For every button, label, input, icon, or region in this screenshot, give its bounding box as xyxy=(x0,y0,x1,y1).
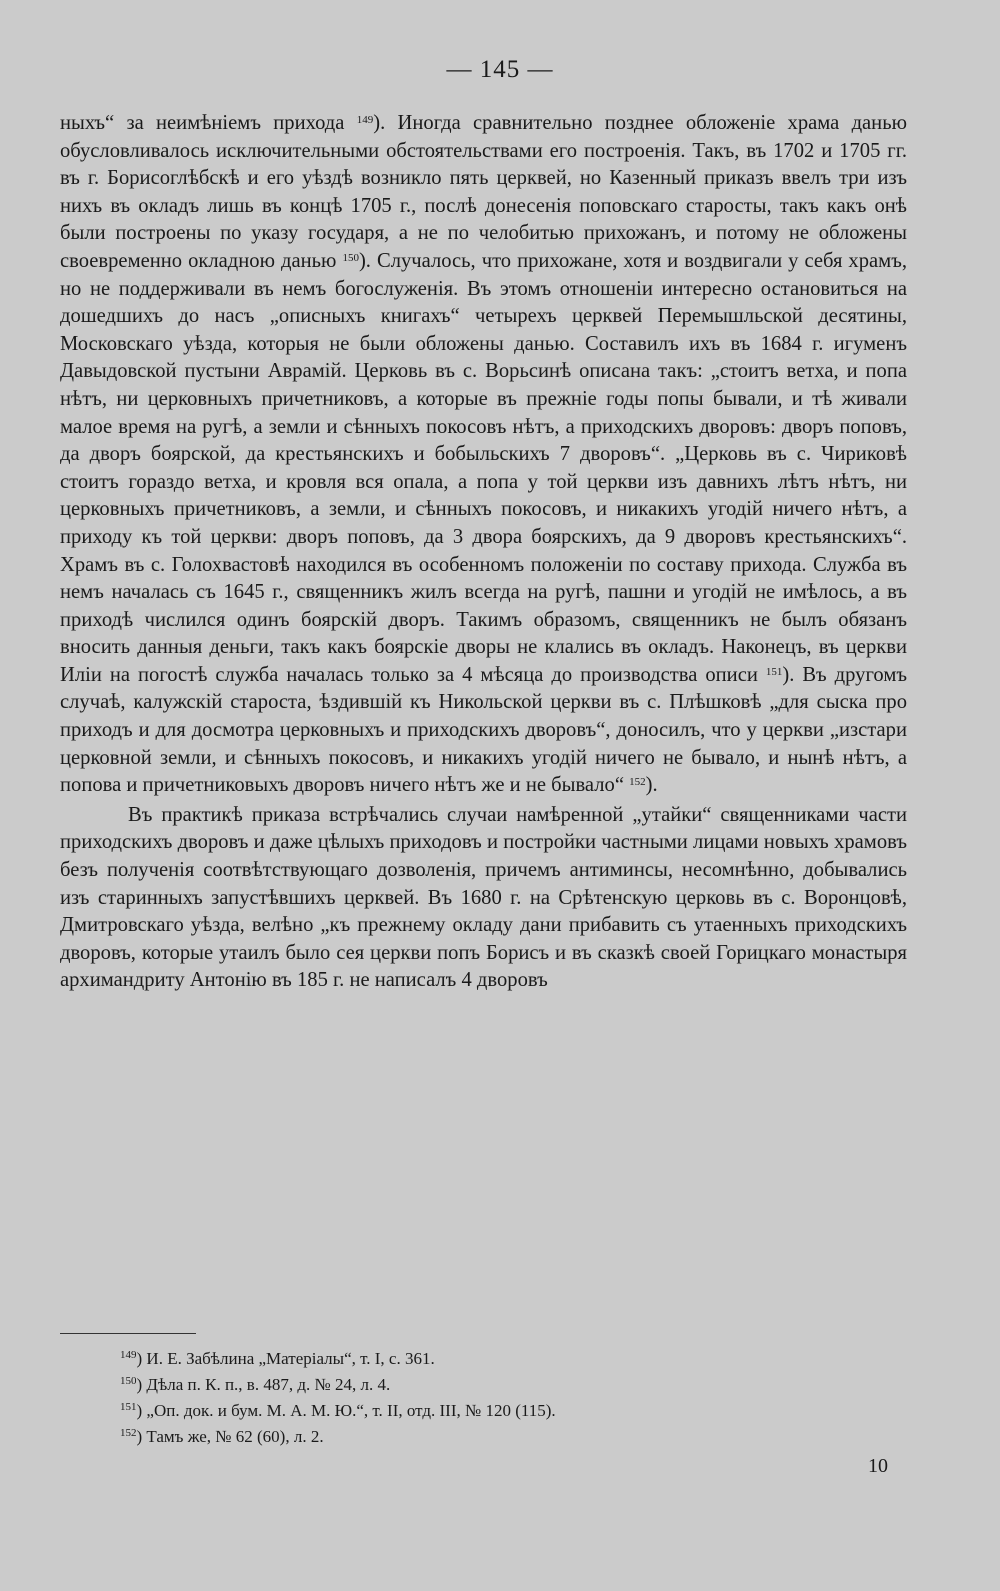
text-run: ). Иногда сравнительно позднее обложеніе храма данью обусловливалось исключительными обстоятельствами его построенія. Такъ, въ 1702 и 1705 гг. въ г. Борисоглѣбскѣ и его уѣздѣ возникло пять церквей, но Казенный приказъ ввелъ три изъ нихъ въ окладъ лишь въ концѣ 1705 г., послѣ донесенія поповскаго старосты, такъ какъ онѣ были построены по указу государя, а не по челобитью прихожанъ, и потому не обложены своевременно окладною данью xyxy=(60,112,907,272)
footnote-text: „Оп. док. и бум. М. А. М. Ю.“, т. II, отд. III, № 120 (115). xyxy=(146,1401,556,1420)
footnote-number: 152 xyxy=(120,1427,137,1439)
footnote-text: И. Е. Забѣлина „Матеріалы“, т. I, с. 361. xyxy=(146,1349,435,1368)
footnote-ref: 151 xyxy=(765,665,783,678)
signature-mark: 10 xyxy=(868,1455,888,1477)
footnote: $^{150}$) Дѣла п. К. п., в. 487, д. № 24, л. 4. xyxy=(120,1375,391,1394)
footnote: $^{152}$) Тамъ же, № 62 (60), л. 2. xyxy=(120,1427,324,1446)
footnote-ref: 149 xyxy=(356,114,374,126)
text-run: ). Случалось, что прихожане, хотя и воздвигали у себя храмъ, но не поддерживали въ немъ богослуженія. Въ этомъ отношеніи интересно остановиться на дошедшихъ до насъ „описныхъ книгахъ“ четырехъ церквей Перемышльской десятины, Московскаго уѣзда, которыя не были обложены данью. Составилъ ихъ въ 1684 г. игуменъ Давыдовской пустыни Аврамій. Церковь въ с. Ворьсинѣ описана такъ: „стоитъ ветха, и попа нѣтъ, ни церковныхъ причетниковъ, а которые въ прежніе годы попы бывали, и тѣ живали малое время на ругѣ, а земли и сѣнныхъ покосовъ нѣтъ, а приходскихъ дворовъ: дворъ поповъ, да дворъ боярской, да крестьянскихъ и бобыльскихъ 7 дворовъ“. „Церковь въ с. Чириковѣ стоитъ гораздо ветха, и кровля вся опала, а попа у той церкви изъ давнихъ лѣтъ нѣтъ, ни церковныхъ причетниковъ, а земли, и сѣнныхъ покосовъ, и никакихъ угодій ничего нѣтъ, а приходу къ той церкви: дворъ поповъ, да 3 двора боярскихъ, да 9 дворовъ крестьянскихъ“. Храмъ въ с. Голохвастовѣ находился въ особенномъ положеніи по составу прихода. Служба въ немъ началась съ 1645 г., священникъ жилъ всегда на ругѣ, пашни и угодій не имѣлось, а въ приходѣ числился одинъ боярскій дворъ. Такимъ образомъ, священникъ не былъ обязанъ вносить данныя деньги, такъ какъ боярскіе дворы не клались въ окладъ. Наконецъ, въ церкви Иліи на погостѣ служба началась только за 4 мѣсяца до производства описи xyxy=(60,249,907,686)
footnote: $^{149}$) И. Е. Забѣлина „Матеріалы“, т. I, с. 361. xyxy=(120,1349,435,1368)
page-number: — 145 — xyxy=(446,56,554,83)
text-run: ). Въ другомъ случаѣ, калужскій староста, ѣздившій къ Никольской церкви въ с. Плѣшковѣ „для сыска про приходъ и для досмотра церковныхъ и приходскихъ дворовъ“, доносилъ, что у церкви „изстари церковной земли, и сѣнныхъ покосовъ, и никакихъ угодій ничего не бывало, и нынѣ нѣтъ, а попова и причетниковыхъ дворовъ ничего нѣтъ же и не бывало“ xyxy=(60,663,907,797)
main-text xyxy=(60,110,907,995)
footnote: $^{151}$) „Оп. док. и бум. М. А. М. Ю.“, т. II, отд. III, № 120 (115). xyxy=(120,1401,556,1420)
paragraph-1 xyxy=(60,110,907,800)
footnote-ref: 150 xyxy=(342,251,359,264)
footnote-text: Тамъ же, № 62 (60), л. 2. xyxy=(146,1427,324,1446)
text-run: ныхъ“ за неимѣніемъ прихода xyxy=(60,112,357,134)
footnote-text: Дѣла п. К. п., в. 487, д. № 24, л. 4. xyxy=(146,1375,391,1394)
paragraph-2: Въ практикѣ приказа встрѣчались случаи намѣренной „утайки“ священниками части приходскихъ дворовъ и даже цѣлыхъ приходовъ и постройки частными лицами новыхъ храмовъ безъ полученія соотвѣтствующаго дозволенія, причемъ антиминсы, несомнѣнно, добывались изъ старинныхъ запустѣвшихъ церквей. Въ 1680 г. на Срѣтенскую церковь въ с. Воронцовѣ, Дмитровскаго уѣзда, велѣно „къ прежнему окладу дани прибавить съ утаенныхъ приходскихъ дворовъ, которые утаилъ было сея церкви попъ Борисъ и въ сказкѣ своей Горицкаго монастыря архимандриту Антонію въ 185 г. не написалъ 4 дворовъ xyxy=(60,803,907,992)
footnote-number: 151 xyxy=(120,1401,137,1413)
footnote-ref: 152 xyxy=(629,776,646,789)
footnotes xyxy=(120,1346,920,1450)
text-run: ). xyxy=(645,774,658,797)
footnote-divider xyxy=(60,1333,196,1334)
footnote-number: 150 xyxy=(120,1375,137,1387)
footnote-number: 149 xyxy=(120,1349,137,1361)
